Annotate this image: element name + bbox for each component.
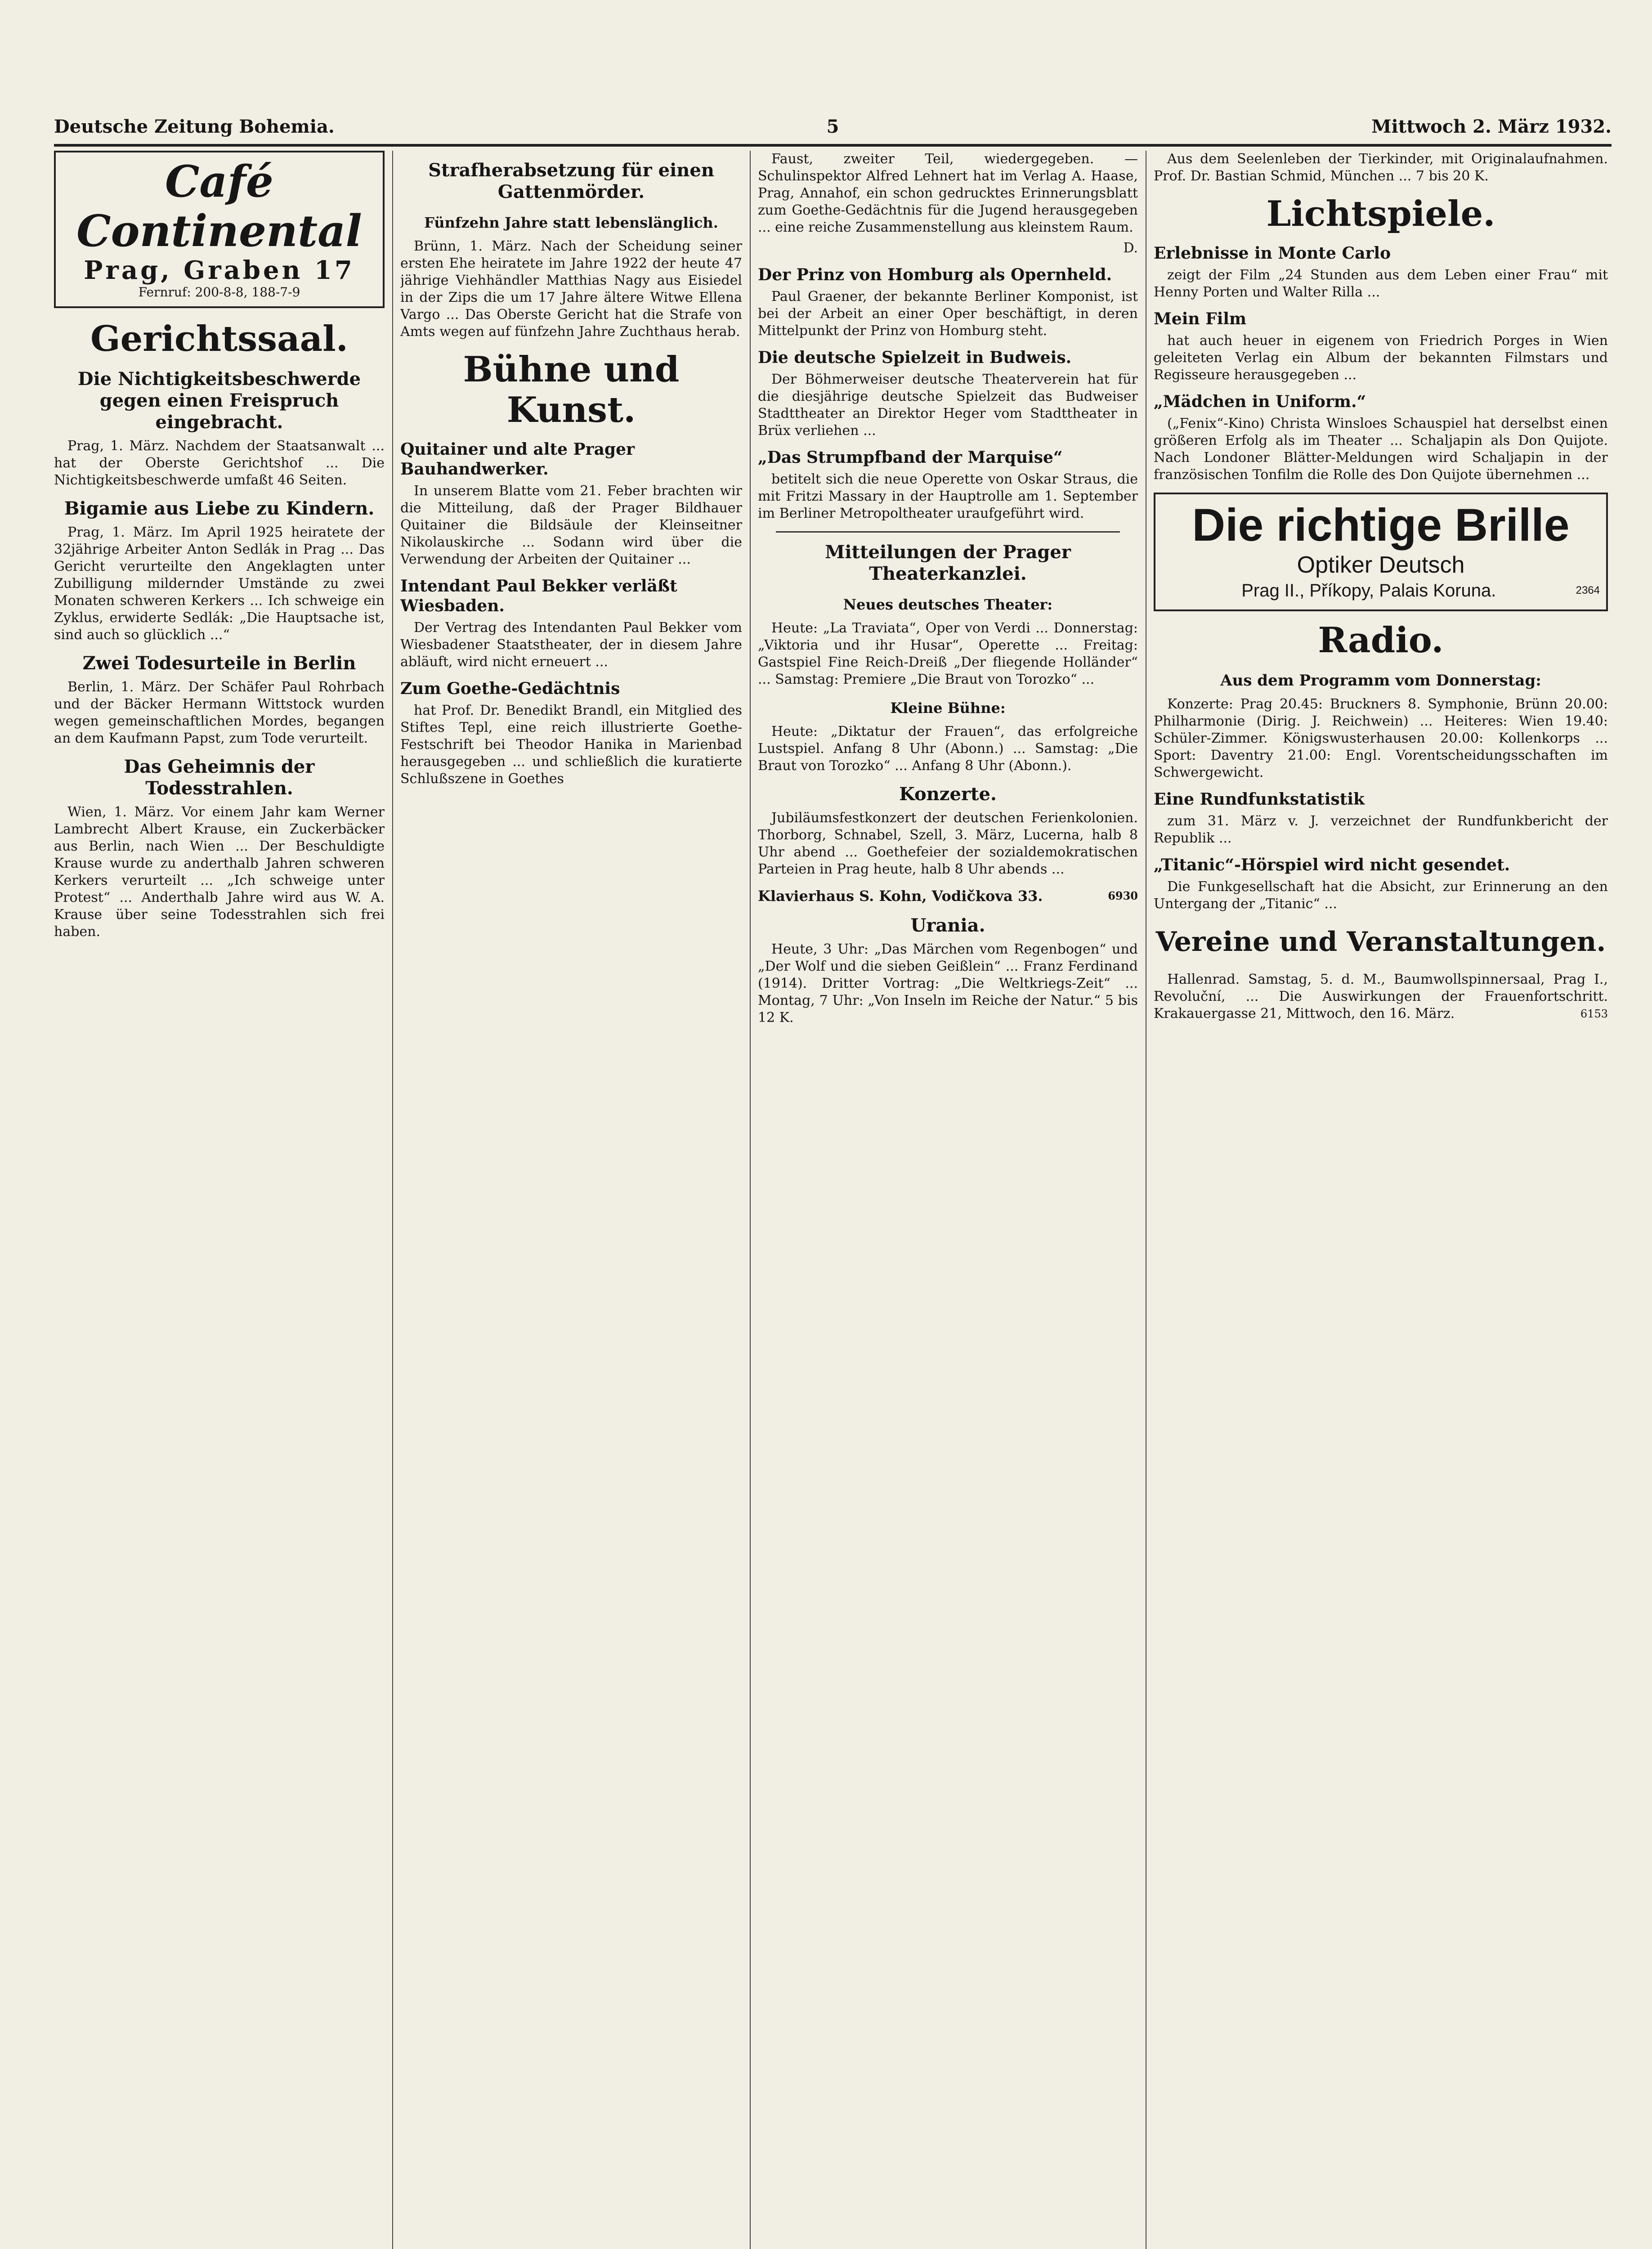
news-item-text: Der Böhmerweiser deutsche Theaterverein hat für die diesjährige deutsche Spielzeit das Budweiser Stadttheater an Direktor Heger vom Stadttheater in Brüx verliehen ... xyxy=(758,372,1138,439)
divider xyxy=(776,531,1120,533)
section-heading: Vereine und Veranstaltungen. xyxy=(1155,926,1606,958)
film-title: Mein Film xyxy=(1154,309,1247,328)
ad-number: 6153 xyxy=(1580,1008,1608,1020)
ad-address: Prag, Graben 17 xyxy=(84,255,355,285)
film-title: „Mädchen in Uniform.“ xyxy=(1154,392,1366,411)
column-4 xyxy=(1154,151,1608,2249)
ad-address-text: Prag II., Příkopy, Palais Koruna. xyxy=(1241,581,1496,600)
page-number: 5 xyxy=(826,116,839,137)
article-text: In unserem Blatte vom 21. Feber brachten wir die Mitteilung, daß der Prager Bildhauer Quitainer die Bildsäule der Kleinseitner Nikolauskirche ... Sodann wird über die Verwendung der Arbeiten der Quitainer ... xyxy=(400,483,742,567)
column-rule xyxy=(392,151,393,2249)
film-text: hat auch heuer in eigenem von Friedrich Porges in Wien geleiteten Verlag ein Album der bekannten Filmstars und Regisseure herausgegeben ... xyxy=(1154,333,1608,383)
section-heading: Lichtspiele. xyxy=(1266,193,1495,234)
ad-number: 6930 xyxy=(1108,889,1138,902)
article-text: hat Prof. Dr. Benedikt Brandl, ein Mitglied des Stiftes Tepl, eine reich illustrierte Goethe-Festschrift bei Theodor Hanika in Marienbad herausgegeben ... und schließlich die kuratierte Schlußszene in Goethes xyxy=(400,703,742,787)
article-title: Zwei Todesurteile in Berlin xyxy=(82,653,356,674)
news-item-text: Paul Graener, der bekannte Berliner Komponist, ist bei der Arbeit an einer Oper beschäftigt, in deren Mittelpunkt der Prinz von Homburg steht. xyxy=(758,289,1138,339)
article-title: Zum Goethe-Gedächtnis xyxy=(400,679,620,698)
ad-title: Die richtige Brille xyxy=(1192,499,1570,551)
schedule-text: Heute: „La Traviata“, Oper von Verdi ... Donnerstag: „Viktoria und ihr Husar“, Operette ... Freitag: Gastspiel Fine Reich-Dreiß „Der fliegende Holländer“ ... Samstag: Premiere „Die Braut von Torozko“ ... xyxy=(758,620,1138,687)
ad-phone: Fernruf: 200-8-8, 188-7-9 xyxy=(138,285,300,300)
ad-text: Klavierhaus S. Kohn, Vodičkova 33. xyxy=(758,887,1043,905)
article-title: Quitainer und alte Prager Bauhandwerker. xyxy=(400,440,635,479)
subsection-heading: Neues deutsches Theater: xyxy=(843,596,1053,613)
article-title: „Titanic“-Hörspiel wird nicht gesendet. xyxy=(1154,856,1510,874)
film-text: („Fenix“-Kino) Christa Winsloes Schauspiel hat derselbst einen größeren Erfolg als im Theater ... Schaljapin als Don Quijote. Nach Londoner Blätter-Meldungen wird Schaljapin in der französischen Tonfilm die Rolle des Don Quijote übernehmen ... xyxy=(1154,416,1608,483)
article-text: Faust, zweiter Teil, wiedergegeben. — Schulinspektor Alfred Lehnert hat im Verlag A. Haase, Prag, Annahof, ein schon gedrucktes Erinnerungsblatt zum Goethe-Gedächtnis für die Jugend herausgegeben ... eine reiche Zusammenstellung aus kleinstem Raum. xyxy=(758,151,1138,235)
article-signature: D. xyxy=(1123,240,1138,256)
events-text xyxy=(1154,971,1608,1022)
film-text: zeigt der Film „24 Stunden aus dem Leben einer Frau“ mit Henny Porten und Walter Rilla ... xyxy=(1154,267,1608,300)
column-3 xyxy=(758,151,1138,2249)
news-item-text: betitelt sich die neue Operette von Oskar Straus, die mit Fritzi Massary in der Hauptrolle am 1. September im Berliner Metropoltheater uraufgeführt wird. xyxy=(758,471,1138,521)
section-heading: Bühne und Kunst. xyxy=(463,349,680,430)
section-heading: Mitteilungen der Prager Theaterkanzlei. xyxy=(825,542,1071,584)
subsection-heading: Aus dem Programm vom Donnerstag: xyxy=(1220,672,1541,690)
ad-title: Café Continental xyxy=(76,156,362,256)
radio-text: zum 31. März v. J. verzeichnet der Rundfunkbericht der Republik ... xyxy=(1154,813,1608,846)
radio-text: Konzerte: Prag 20.45: Bruckners 8. Symphonie, Brünn 20.00: Philharmonie (Dirig. J. Reichwein) ... Heiteres: Wien 19.40: Schüler-Zimmer. Königswusterhausen 20.00: Kollenkorps ... Sport: Daventry 21.00: Engl. Vorentscheidungsschaften im Schwergewicht. xyxy=(1154,696,1608,780)
schedule-text: Heute: „Diktatur der Frauen“, das erfolgreiche Lustspiel. Anfang 8 Uhr (Abonn.) ... Samstag: „Die Braut von Torozko“ ... Anfang 8 Uhr (Abonn.). xyxy=(758,724,1138,774)
article-text: Prag, 1. März. Im April 1925 heiratete der 32jährige Arbeiter Anton Sedlák in Prag ... Das Gericht verurteilte den Angeklagten unter Zubilligung mildernder Umstände zu zwei Monaten schweren Kerkers ... Ich schweige ein Zyklus, erwiderte Sedlák: „Die Hauptsache ist, sind auch so glücklich ...“ xyxy=(54,524,385,643)
column-rule xyxy=(750,151,751,2249)
article-text: Der Vertrag des Intendanten Paul Bekker vom Wiesbadener Staatstheater, der in diesem Jahre abläuft, wird nicht erneuert ... xyxy=(400,620,742,670)
schedule-text: Heute, 3 Uhr: „Das Märchen vom Regenbogen“ und „Der Wolf und die sieben Geißlein“ ... Franz Ferdinand (1914). Dritter Vortrag: „Die Weltkriegs-Zeit“ ... Montag, 7 Uhr: „Von Inseln im Reiche der Natur.“ 5 bis 12 K. xyxy=(758,941,1138,1026)
article-text: Prag, 1. März. Nachdem der Staatsanwalt ... hat der Oberste Gerichtshof ... Die Nichtigkeitsbeschwerde umfaßt 46 Seiten. xyxy=(54,438,385,488)
ad-line xyxy=(758,886,1138,906)
article-text: Brünn, 1. März. Nach der Scheidung seiner ersten Ehe heiratete im Jahre 1922 der heute 47 jährige Viehhändler Matthias Nagy aus Eisiedel in der Zips die um 17 Jahre ältere Witwe Ellena Vargo ... Das Oberste Gericht hat die Strafe von Amts wegen auf fünfzehn Jahre Zuchthaus herab. xyxy=(400,238,742,340)
article-title: Die Nichtigkeitsbeschwerde gegen einen Freispruch eingebracht. xyxy=(77,368,361,433)
article-title: Bigamie aus Liebe zu Kindern. xyxy=(64,498,375,519)
section-heading: Radio. xyxy=(1318,620,1444,661)
news-item-title: „Das Strumpfband der Marquise“ xyxy=(758,448,1063,467)
radio-text: Die Funkgesellschaft hat die Absicht, zur Erinnerung an den Untergang der „Titanic“ ... xyxy=(1154,879,1608,912)
article-text: Berlin, 1. März. Der Schäfer Paul Rohrbach und der Bäcker Hermann Wittstock wurden wegen gemeinschaftlichen Mordes, begangen an dem Kaufmann Papst, zum Tode verurteilt. xyxy=(54,679,385,746)
schedule-text: Jubiläumsfestkonzert der deutschen Ferienkolonien. Thorborg, Schnabel, Szell, 3. März, Lucerna, halb 8 Uhr abend ... Goethefeier der sozialdemokratischen Parteien in Prag heute, halb 8 Uhr abends ... xyxy=(758,810,1138,877)
optiker-deutsch-ad xyxy=(1154,493,1608,611)
subsection-heading: Konzerte. xyxy=(899,784,997,805)
article-title: Das Geheimnis der Todesstrahlen. xyxy=(124,756,315,799)
events-body: Hallenrad. Samstag, 5. d. M., Baumwollspinnersaal, Prag I., Revoluční, ... Die Auswirkungen der Frauenfortschritt. Krakauergasse 21, Mittwoch, den 16. März. xyxy=(1154,972,1608,1021)
column-1 xyxy=(54,151,385,2249)
ad-number: 2364 xyxy=(1576,584,1600,596)
article-title: Eine Rundfunkstatistik xyxy=(1154,790,1365,809)
issue-date: Mittwoch 2. März 1932. xyxy=(1371,116,1612,137)
article-subtitle: Fünfzehn Jahre statt lebenslänglich. xyxy=(424,214,718,231)
article-text: Aus dem Seelenleben der Tierkinder, mit Originalaufnahmen. Prof. Dr. Bastian Schmid, München ... 7 bis 20 K. xyxy=(1154,151,1608,184)
news-item-title: Die deutsche Spielzeit in Budweis. xyxy=(758,348,1072,367)
article-text: Wien, 1. März. Vor einem Jahr kam Werner Lambrecht Albert Krause, ein Zuckerbäcker aus Berlin, nach Wien ... Der Beschuldigte Krause wurde zu anderthalb Jahren schweren Kerkers verurteilt ... „Ich schweige unter Protest“ ... Anderthalb Jahre wird aus W. A. Krause über seine Todesstrahlen sich frei haben. xyxy=(54,804,385,940)
ad-company: Optiker Deutsch xyxy=(1297,552,1465,578)
subsection-heading: Kleine Bühne: xyxy=(890,699,1006,717)
film-title: Erlebnisse in Monte Carlo xyxy=(1154,244,1391,263)
page-header xyxy=(54,112,1612,147)
subsection-heading: Urania. xyxy=(910,915,985,936)
column-2 xyxy=(400,151,742,2249)
article-title: Intendant Paul Bekker verläßt Wiesbaden. xyxy=(400,577,677,615)
article-title: Strafherabsetzung für einen Gattenmörder. xyxy=(428,160,714,202)
news-item-title: Der Prinz von Homburg als Opernheld. xyxy=(758,265,1112,284)
section-heading: Gerichtssaal. xyxy=(90,318,348,359)
ad-address xyxy=(1162,579,1600,602)
cafe-continental-ad xyxy=(54,151,385,308)
newspaper-name: Deutsche Zeitung Bohemia. xyxy=(54,116,335,137)
